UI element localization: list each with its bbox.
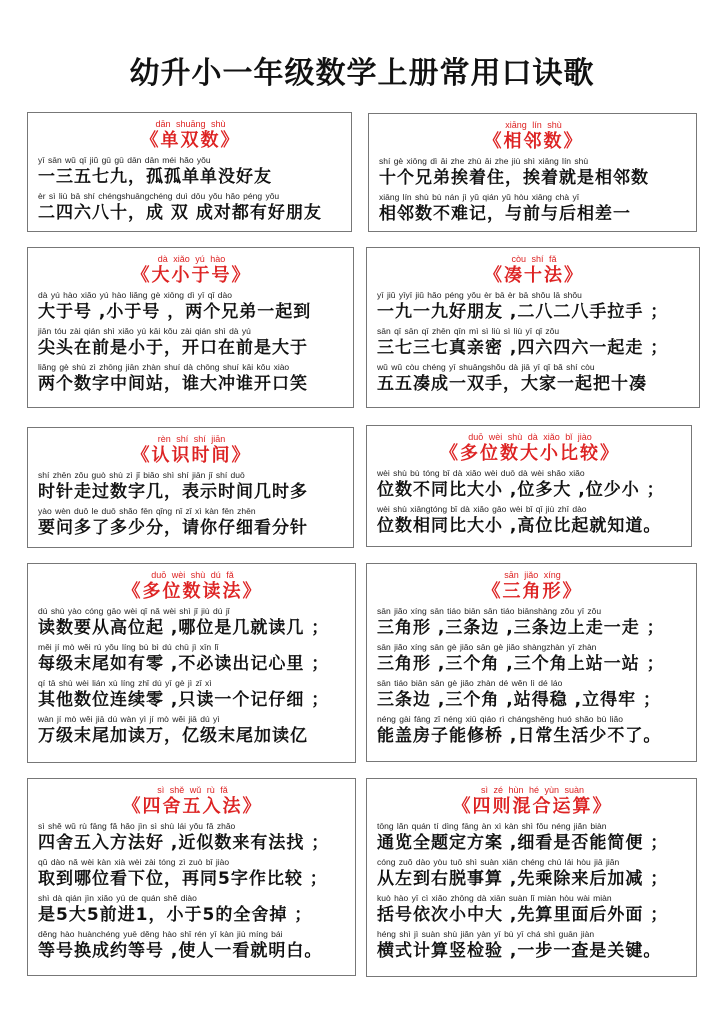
rhyme-card-make-ten (366, 247, 700, 408)
line-pinyin: héng shì jì suàn shù jiǎn yàn yī bù yī chá shì guān jiàn (377, 929, 595, 939)
rhyme-card-adjacent-numbers (368, 113, 697, 232)
line-text: 三角形 ,三条边 ,三条边上走一走 ； (377, 618, 665, 638)
card-title: 《凑十法》 (484, 265, 584, 286)
line-text: 要问多了多少分，请你仔细看分针 (38, 518, 308, 538)
line-text: 每级末尾如有零 ,不必读出记心里 ； (38, 654, 330, 674)
rhyme-card-triangle (366, 563, 697, 762)
line-text: 三角形 ,三个角 ,三个角上站一站 ； (377, 654, 665, 674)
line-text: 尖头在前是小于，开口在前是大于 (38, 338, 308, 358)
line-text: 五五凑成一双手，大家一起把十凑 (377, 374, 647, 394)
line-text: 一三五七九，孤孤单单没好友 (38, 167, 272, 187)
card-title: 《大小于号》 (131, 265, 252, 286)
line-text: 横式计算竖检验 ,一步一查是关键。 (377, 941, 662, 961)
line-pinyin: sān jiǎo xíng sān tiáo biān sān tiáo biānshàng zǒu yī zǒu (377, 606, 602, 616)
card-title-pinyin: dān shuāng shù (155, 119, 226, 129)
card-title-pinyin: sì zé hùn hé yùn suàn (480, 785, 585, 795)
line-pinyin: shí gè xiōng dì āi zhe zhù āi zhe jiù shì xiāng lín shù (379, 156, 589, 166)
line-pinyin: xiāng lín shù bù nán jì yǔ qián yǔ hòu xiāng chà yī (379, 192, 580, 202)
line-text: 是5大5前进1，小于5的全舍掉 ； (38, 905, 313, 925)
line-pinyin: wàn jí mò wěi jiā dú wàn yì jí mò wěi jiā dú yì (38, 714, 220, 724)
line-pinyin: měi jí mò wěi rú yǒu líng bù bì dú chū jì xīn lǐ (38, 642, 219, 652)
line-text: 三条边 ,三个角 ,站得稳 ,立得牢 ； (377, 690, 662, 710)
line-pinyin: qǔ dào nǎ wèi kàn xià wèi zài tóng zì zuò bǐ jiào (38, 857, 230, 867)
line-text: 二四六八十，成 双 成对都有好朋友 (38, 203, 322, 223)
line-pinyin: yī sān wǔ qī jiǔ gū gū dān dān méi hǎo yǒu (38, 155, 211, 165)
line-text: 括号依次小中大 ,先算里面后外面 ； (377, 905, 669, 925)
line-text: 两个数字中间站，谁大冲谁开口笑 (38, 374, 308, 394)
card-title: 《单双数》 (140, 130, 241, 151)
line-pinyin: sān jiǎo xíng sān gè jiǎo sān gè jiǎo shàngzhàn yī zhàn (377, 642, 597, 652)
line-pinyin: qí tā shù wèi lián xù líng zhǐ dú yī gè jì zǐ xì (38, 678, 212, 688)
line-pinyin: dà yú hào xiǎo yú hào liǎng gè xiōng dì yī qǐ dào (38, 290, 232, 300)
line-text: 十个兄弟挨着住，挨着就是相邻数 (379, 168, 649, 188)
line-pinyin: dú shù yào cóng gāo wèi qǐ nǎ wèi shì jǐ jiù dú jǐ (38, 606, 230, 616)
card-title: 《相邻数》 (483, 131, 584, 152)
rhyme-card-odd-even (27, 112, 352, 232)
line-pinyin: èr sì liù bā shí chéngshuāngchéng duì dōu yǒu hǎo péng yǒu (38, 191, 280, 201)
rhyme-card-compare-multi-digit (366, 425, 692, 547)
card-title: 《三角形》 (482, 581, 583, 602)
line-pinyin: wèi shù xiāngtóng bǐ dà xiǎo gāo wèi bǐ qǐ jiù zhī dào (377, 504, 587, 514)
line-text: 取到哪位看下位，再同5字作比较 ； (38, 869, 328, 889)
line-text: 四舍五入方法好 ,近似数来有法找 ； (38, 833, 330, 853)
line-text: 读数要从高位起 ,哪位是几就读几 ； (38, 618, 330, 638)
line-text: 三七三七真亲密 ,四六四六一起走 ； (377, 338, 669, 358)
line-text: 通览全题定方案 ,细看是否能简便 ； (377, 833, 669, 853)
line-text: 能盖房子能修桥 ,日常生活少不了。 (377, 726, 662, 746)
line-pinyin: liǎng gè shù zì zhōng jiān zhàn shuí dà chōng shuí kāi kǒu xiào (38, 362, 290, 372)
card-title-pinyin: sì shě wǔ rù fǎ (157, 785, 228, 795)
page-title: 幼升小一年级数学上册常用口诀歌 (129, 56, 595, 91)
card-title-pinyin: duō wèi shù dú fǎ (151, 570, 234, 580)
card-title-pinyin: duō wèi shù dà xiǎo bǐ jiào (468, 432, 592, 442)
card-title-pinyin: rèn shí shí jiān (157, 434, 226, 444)
line-text: 位数相同比大小 ,高位比起就知道。 (377, 516, 662, 536)
line-pinyin: sì shě wǔ rù fāng fǎ hǎo jìn sì shù lái yǒu fǎ zhǎo (38, 821, 236, 831)
rhyme-card-read-multi-digit (27, 563, 356, 763)
rhyme-card-telling-time (27, 427, 354, 548)
card-title-pinyin: xiāng lín shù (505, 120, 562, 130)
line-text: 一九一九好朋友 ,二八二八手拉手 ； (377, 302, 669, 322)
line-pinyin: wǔ wǔ còu chéng yī shuāngshǒu dà jiā yī qǐ bǎ shí còu (377, 362, 595, 372)
card-title: 《多位数大小比较》 (440, 443, 620, 464)
line-text: 其他数位连续零 ,只读一个记仔细 ； (38, 690, 330, 710)
line-pinyin: néng gài fáng zǐ néng xiū qiáo rì chángshēng huó shǎo bù liǎo (377, 714, 623, 724)
rhyme-card-rounding (27, 778, 356, 976)
line-text: 位数不同比大小 ,位多大 ,位少小 ； (377, 480, 665, 500)
line-pinyin: shì dà qián jìn xiǎo yú de quán shě diào (38, 893, 197, 903)
line-text: 大于号 ,小于号 ，两个兄弟一起到 (38, 302, 312, 322)
card-title: 《认识时间》 (131, 445, 252, 466)
line-pinyin: kuò hào yī cì xiǎo zhōng dà xiān suàn lǐ miàn hòu wài miàn (377, 893, 612, 903)
line-pinyin: děng hào huànchéng yuē děng hào shǐ rén yī kàn jiù míng bái (38, 929, 283, 939)
card-title: 《多位数读法》 (122, 581, 263, 602)
line-pinyin: shí zhēn zǒu guò shù zì jǐ biǎo shì shí jiān jǐ shí duō (38, 470, 245, 480)
line-pinyin: sān qī sān qī zhēn qīn mì sì liù sì liù yī qǐ zǒu (377, 326, 560, 336)
line-pinyin: yī jiǔ yīyī jiǔ hǎo péng yǒu èr bā èr bā shǒu lā shǒu (377, 290, 582, 300)
card-title: 《四则混合运算》 (452, 796, 613, 817)
card-title-pinyin: sān jiǎo xíng (504, 570, 561, 580)
line-text: 万级末尾加读万，亿级末尾加读亿 (38, 726, 308, 746)
line-text: 等号换成约等号 ,使人一看就明白。 (38, 941, 323, 961)
card-title-pinyin: dà xiǎo yú hào (157, 254, 226, 264)
line-pinyin: jiān tóu zài qián shì xiǎo yú kāi kǒu zài qián shì dà yú (38, 326, 251, 336)
card-title: 《四舍五入法》 (122, 796, 263, 817)
line-pinyin: yào wèn duō le duō shǎo fēn qǐng nǐ zǐ xì kàn fēn zhēn (38, 506, 256, 516)
line-pinyin: sān tiáo biān sān gè jiǎo zhàn dé wěn lì dé láo (377, 678, 563, 688)
rhyme-card-mixed-operations (366, 778, 697, 977)
rhyme-card-greater-less-sign (27, 247, 354, 408)
card-title-pinyin: còu shí fǎ (511, 254, 557, 264)
line-text: 从左到右脱事算 ,先乘除来后加减 ； (377, 869, 669, 889)
line-pinyin: cóng zuǒ dào yòu tuō shì suàn xiān chéng chú lái hòu jiā jiǎn (377, 857, 620, 867)
line-pinyin: wèi shù bù tóng bǐ dà xiǎo wèi duō dà wèi shǎo xiǎo (377, 468, 585, 478)
line-text: 时针走过数字几，表示时间几时多 (38, 482, 308, 502)
line-pinyin: tōng lǎn quán tí dìng fāng àn xì kàn shì fǒu néng jiǎn biàn (377, 821, 607, 831)
line-text: 相邻数不难记，与前与后相差一 (379, 204, 631, 224)
